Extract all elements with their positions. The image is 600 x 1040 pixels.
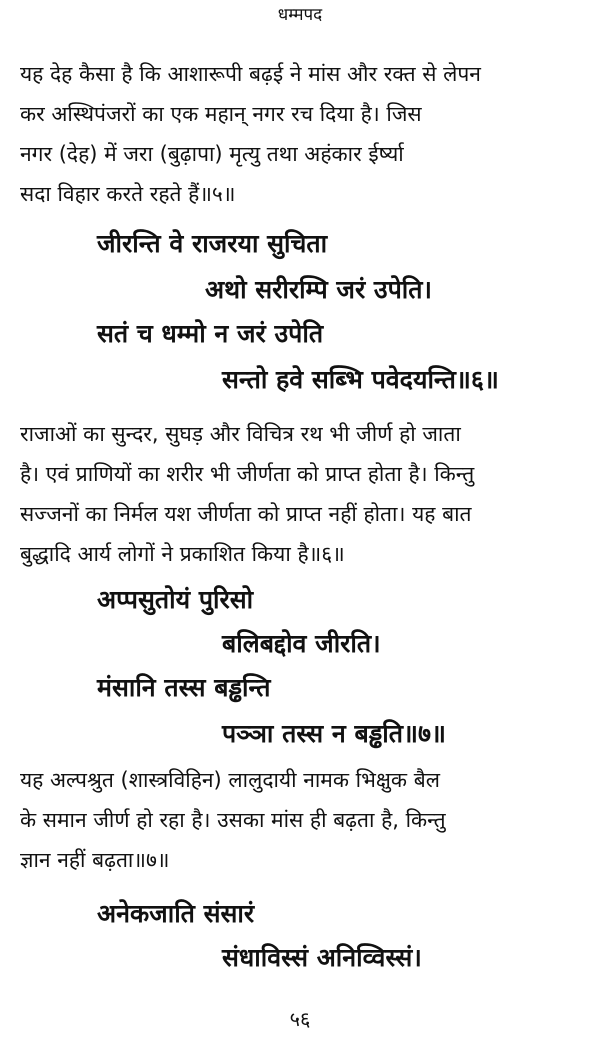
prose-line: नगर (देह) में जरा (बुढ़ापा) मृत्यु तथा अहंकार ईर्ष्या	[20, 142, 404, 166]
commentary-paragraph-7	[20, 760, 585, 880]
verse-line: अप्पसुतोयं पुरिसो	[97, 585, 254, 614]
verse-line: अथो सरीरम्पि जरं उपेति।	[205, 275, 433, 304]
prose-line: यह देह कैसा है कि आशारूपी बढ़ई ने मांस और रक्त से लेपन	[20, 62, 481, 86]
commentary-paragraph-5	[20, 54, 585, 214]
verse-line: संधाविस्सं अनिव्विस्सं।	[222, 943, 422, 972]
running-head: धम्मपद	[277, 5, 323, 25]
prose-line: राजाओं का सुन्दर, सुघड़ और विचित्र रथ भी जीर्ण हो जाता	[20, 422, 461, 446]
prose-line: है। एवं प्राणियों का शरीर भी जीर्णता को प्राप्त होता है। किन्तु	[20, 462, 475, 486]
verse-line: सन्तो हवे सब्भि पवेदयन्ति॥६॥	[222, 365, 499, 394]
prose-line: यह अल्पश्रुत (शास्त्रविहिन) लालुदायी नामक भिक्षुक बैल	[20, 768, 440, 792]
verse-line: जीरन्ति वे राजरया सुचिता	[97, 229, 328, 258]
verse-line: पञ्ञा तस्स न बड्ढति॥७॥	[222, 719, 446, 748]
prose-line: ज्ञान नहीं बढ़ता॥७॥	[20, 848, 170, 872]
page-number: ५६	[289, 1007, 311, 1031]
prose-line: सदा विहार करते रहते हैं॥५॥	[20, 182, 236, 206]
commentary-paragraph-6	[20, 414, 585, 574]
verse-line: अनेकजाति संसारं	[97, 899, 255, 928]
verse-line: मंसानि तस्स बड्ढन्ति	[97, 673, 271, 702]
verse-line: सतं च धम्मो न जरं उपेति	[97, 319, 324, 348]
verse-line: बलिबद्दोव जीरति।	[222, 629, 381, 658]
prose-line: सज्जनों का निर्मल यश जीर्णता को प्राप्त नहीं होता। यह बात	[20, 502, 472, 526]
prose-line: के समान जीर्ण हो रहा है। उसका मांस ही बढ़ता है, किन्तु	[20, 808, 446, 832]
prose-line: बुद्धादि आर्य लोगों ने प्रकाशित किया है॥६॥	[20, 542, 345, 566]
prose-line: कर अस्थिपंजरों का एक महान् नगर रच दिया है। जिस	[20, 102, 422, 126]
